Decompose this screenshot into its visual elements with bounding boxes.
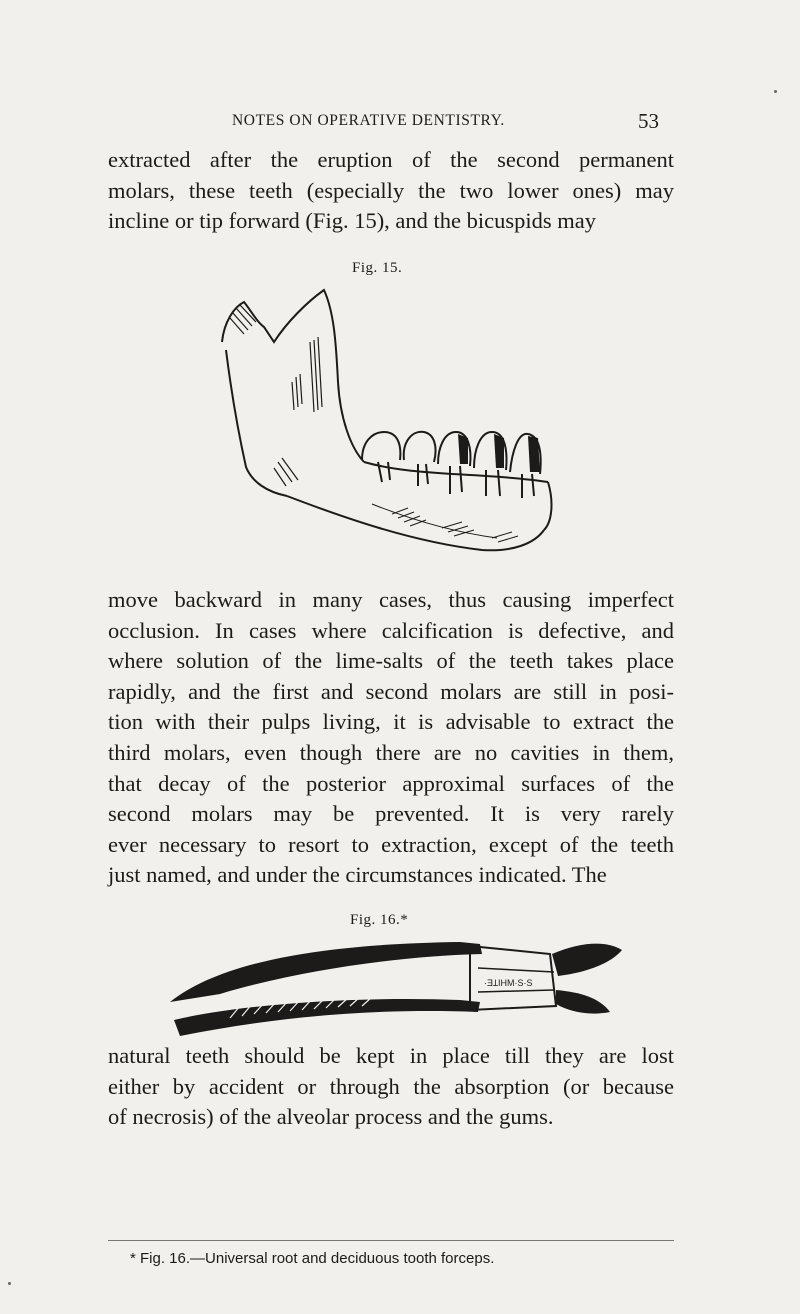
paragraph-2-line: just named, and under the circumstances indicated. The <box>108 862 607 888</box>
paragraph-2-line: second molars may be prevented. It is very rarely <box>108 801 674 827</box>
paragraph-1-line: incline or tip forward (Fig. 15), and the bicuspids may <box>108 208 597 234</box>
paragraph-2 <box>108 585 674 891</box>
figure-16-forceps-illustration <box>160 932 630 1042</box>
paragraph-2-line: ever necessary to resort to extraction, except of the teeth <box>108 831 674 857</box>
paragraph-3 <box>108 1041 674 1133</box>
figure-15-label: Fig. 15. <box>352 260 403 276</box>
paragraph-2-line: rapidly, and the first and second molars are still in posi- <box>108 678 674 704</box>
paragraph-1-line: molars, these teeth (especially the two lower ones) may <box>108 177 674 203</box>
paragraph-3-line: either by accident or through the absorption (or because <box>108 1073 674 1099</box>
paragraph-2-line: move backward in many cases, thus causing imperfect <box>108 587 674 612</box>
page-number: 53 <box>638 109 659 133</box>
figure-15-jaw-illustration <box>212 282 572 567</box>
paragraph-3-line: of necrosis) of the alveolar process and the gums. <box>108 1104 554 1130</box>
paragraph-2-line: that decay of the posterior approximal surfaces of the <box>108 770 674 796</box>
forceps-stamp: ·ƎꞱIHM·S·S <box>484 978 533 988</box>
paper-speck <box>774 90 777 93</box>
paragraph-1 <box>108 145 674 237</box>
footnote: * Fig. 16.—Universal root and deciduous tooth forceps. <box>130 1250 495 1267</box>
paper-speck <box>8 1282 11 1285</box>
running-head <box>0 109 800 142</box>
paragraph-2-line: tion with their pulps living, it is advisable to extract the <box>108 709 674 735</box>
paragraph-2-line: occlusion. In cases where calcification is defective, and <box>108 617 674 643</box>
footnote-divider <box>108 1240 674 1241</box>
figure-16-label: Fig. 16.* <box>350 912 409 928</box>
running-head-title: NOTES ON OPERATIVE DENTISTRY. <box>232 112 505 129</box>
paragraph-1-line: extracted after the eruption of the second permanent <box>108 147 674 172</box>
paragraph-2-line: third molars, even though there are no cavities in them, <box>108 739 674 765</box>
paragraph-3-line: natural teeth should be kept in place till they are lost <box>108 1043 674 1068</box>
paragraph-2-line: where solution of the lime-salts of the teeth takes place <box>108 648 674 674</box>
